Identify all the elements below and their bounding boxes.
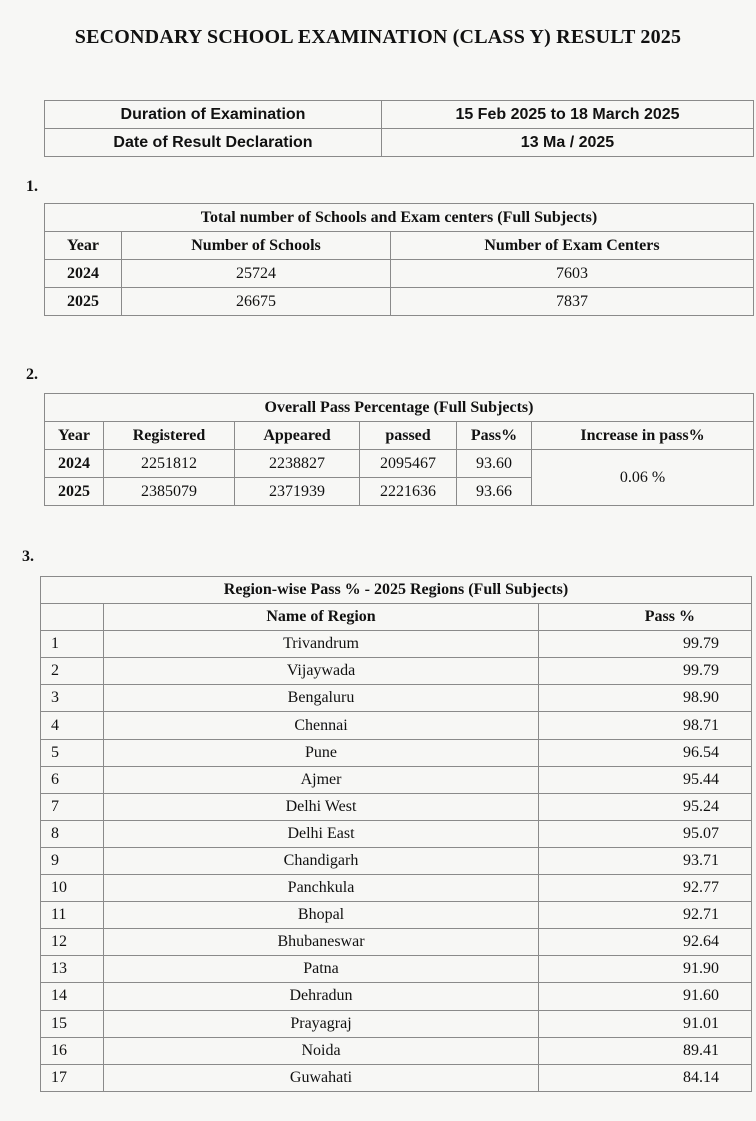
region-name-cell: Pune [104, 739, 539, 766]
table-row [45, 450, 754, 478]
region-index-cell: 10 [41, 875, 104, 902]
column-header: Registered [104, 422, 235, 450]
region-index-cell: 15 [41, 1010, 104, 1037]
region-pass-table [40, 576, 752, 1092]
region-index-cell: 7 [41, 793, 104, 820]
region-name-cell: Delhi East [104, 820, 539, 847]
section-number: 2. [26, 366, 38, 383]
region-index-cell: 4 [41, 712, 104, 739]
region-index-cell: 3 [41, 685, 104, 712]
pass-pct-cell: 93.60 [457, 450, 532, 478]
table-row [41, 658, 752, 685]
table-row [45, 101, 754, 129]
region-pass-cell: 99.79 [539, 631, 752, 658]
region-pass-cell: 95.24 [539, 793, 752, 820]
region-name-cell: Chandigarh [104, 847, 539, 874]
table-row [45, 129, 754, 157]
region-index-cell: 13 [41, 956, 104, 983]
column-header: Number of Schools [122, 232, 391, 260]
year-cell: 2025 [45, 288, 122, 316]
region-pass-cell: 92.64 [539, 929, 752, 956]
region-pass-cell: 99.79 [539, 658, 752, 685]
table-title: Total number of Schools and Exam centers (Full Subjects) [45, 204, 754, 232]
appeared-cell: 2238827 [235, 450, 360, 478]
table-row [41, 820, 752, 847]
table-header-row [45, 422, 754, 450]
table-row [41, 956, 752, 983]
table-title-row [45, 394, 754, 422]
table-title-row [41, 577, 752, 604]
region-index-cell: 1 [41, 631, 104, 658]
schools-cell: 26675 [122, 288, 391, 316]
info-label: Duration of Examination [45, 101, 382, 129]
region-rows [41, 631, 752, 1092]
table-title: Region-wise Pass % - 2025 Regions (Full Subjects) [41, 577, 752, 604]
info-value: 13 Ma / 2025 [382, 129, 754, 157]
centers-cell: 7603 [391, 260, 754, 288]
table-row [45, 260, 754, 288]
exam-info-table [44, 100, 754, 157]
region-name-cell: Vijaywada [104, 658, 539, 685]
region-index-cell: 16 [41, 1037, 104, 1064]
table-title: Overall Pass Percentage (Full Subjects) [45, 394, 754, 422]
table-row [41, 847, 752, 874]
region-name-cell: Guwahati [104, 1064, 539, 1091]
region-pass-cell: 96.54 [539, 739, 752, 766]
column-header: Number of Exam Centers [391, 232, 754, 260]
region-pass-cell: 89.41 [539, 1037, 752, 1064]
column-header: Pass% [457, 422, 532, 450]
passed-cell: 2095467 [360, 450, 457, 478]
table-row [41, 1010, 752, 1037]
column-header: Year [45, 422, 104, 450]
increase-cell: 0.06 % [532, 450, 754, 506]
region-pass-cell: 98.90 [539, 685, 752, 712]
column-header: Pass % [539, 604, 752, 631]
table-row [41, 1064, 752, 1091]
region-name-cell: Panchkula [104, 875, 539, 902]
table-row [41, 712, 752, 739]
table-row [41, 739, 752, 766]
section-number: 1. [26, 178, 38, 195]
region-pass-cell: 92.77 [539, 875, 752, 902]
region-index-cell: 8 [41, 820, 104, 847]
year-cell: 2025 [45, 478, 104, 506]
appeared-cell: 2371939 [235, 478, 360, 506]
schools-cell: 25724 [122, 260, 391, 288]
registered-cell: 2251812 [104, 450, 235, 478]
region-pass-cell: 93.71 [539, 847, 752, 874]
table-header-row [45, 232, 754, 260]
pass-percentage-table [44, 393, 754, 506]
region-pass-cell: 92.71 [539, 902, 752, 929]
region-name-cell: Dehradun [104, 983, 539, 1010]
region-name-cell: Patna [104, 956, 539, 983]
region-pass-cell: 98.71 [539, 712, 752, 739]
column-header: Appeared [235, 422, 360, 450]
table-row [41, 631, 752, 658]
passed-cell: 2221636 [360, 478, 457, 506]
region-name-cell: Bhubaneswar [104, 929, 539, 956]
region-index-cell: 5 [41, 739, 104, 766]
region-index-cell: 17 [41, 1064, 104, 1091]
table-row [41, 766, 752, 793]
region-index-cell: 14 [41, 983, 104, 1010]
year-cell: 2024 [45, 260, 122, 288]
region-name-cell: Bengaluru [104, 685, 539, 712]
region-pass-cell: 91.60 [539, 983, 752, 1010]
region-index-cell: 12 [41, 929, 104, 956]
info-label: Date of Result Declaration [45, 129, 382, 157]
column-header: Year [45, 232, 122, 260]
pass-pct-cell: 93.66 [457, 478, 532, 506]
region-name-cell: Ajmer [104, 766, 539, 793]
region-name-cell: Bhopal [104, 902, 539, 929]
table-row [41, 875, 752, 902]
region-pass-cell: 95.44 [539, 766, 752, 793]
region-name-cell: Trivandrum [104, 631, 539, 658]
region-index-cell: 9 [41, 847, 104, 874]
section-number: 3. [22, 548, 34, 565]
table-row [41, 983, 752, 1010]
column-header: Increase in pass% [532, 422, 754, 450]
table-row [41, 685, 752, 712]
region-pass-cell: 91.90 [539, 956, 752, 983]
table-header-row [41, 604, 752, 631]
region-name-cell: Chennai [104, 712, 539, 739]
region-index-cell: 6 [41, 766, 104, 793]
region-name-cell: Noida [104, 1037, 539, 1064]
region-index-cell: 11 [41, 902, 104, 929]
page-title: SECONDARY SCHOOL EXAMINATION (CLASS Y) RESULT 2025 [74, 26, 682, 48]
region-pass-cell: 84.14 [539, 1064, 752, 1091]
column-header: passed [360, 422, 457, 450]
table-row [41, 1037, 752, 1064]
region-pass-cell: 91.01 [539, 1010, 752, 1037]
year-cell: 2024 [45, 450, 104, 478]
region-name-cell: Delhi West [104, 793, 539, 820]
region-name-cell: Prayagraj [104, 1010, 539, 1037]
schools-centers-table [44, 203, 754, 316]
table-title-row [45, 204, 754, 232]
centers-cell: 7837 [391, 288, 754, 316]
table-row [41, 793, 752, 820]
index-header [41, 604, 104, 631]
region-pass-cell: 95.07 [539, 820, 752, 847]
table-row [45, 288, 754, 316]
table-row [41, 902, 752, 929]
table-row [41, 929, 752, 956]
info-value: 15 Feb 2025 to 18 March 2025 [382, 101, 754, 129]
registered-cell: 2385079 [104, 478, 235, 506]
column-header: Name of Region [104, 604, 539, 631]
region-index-cell: 2 [41, 658, 104, 685]
